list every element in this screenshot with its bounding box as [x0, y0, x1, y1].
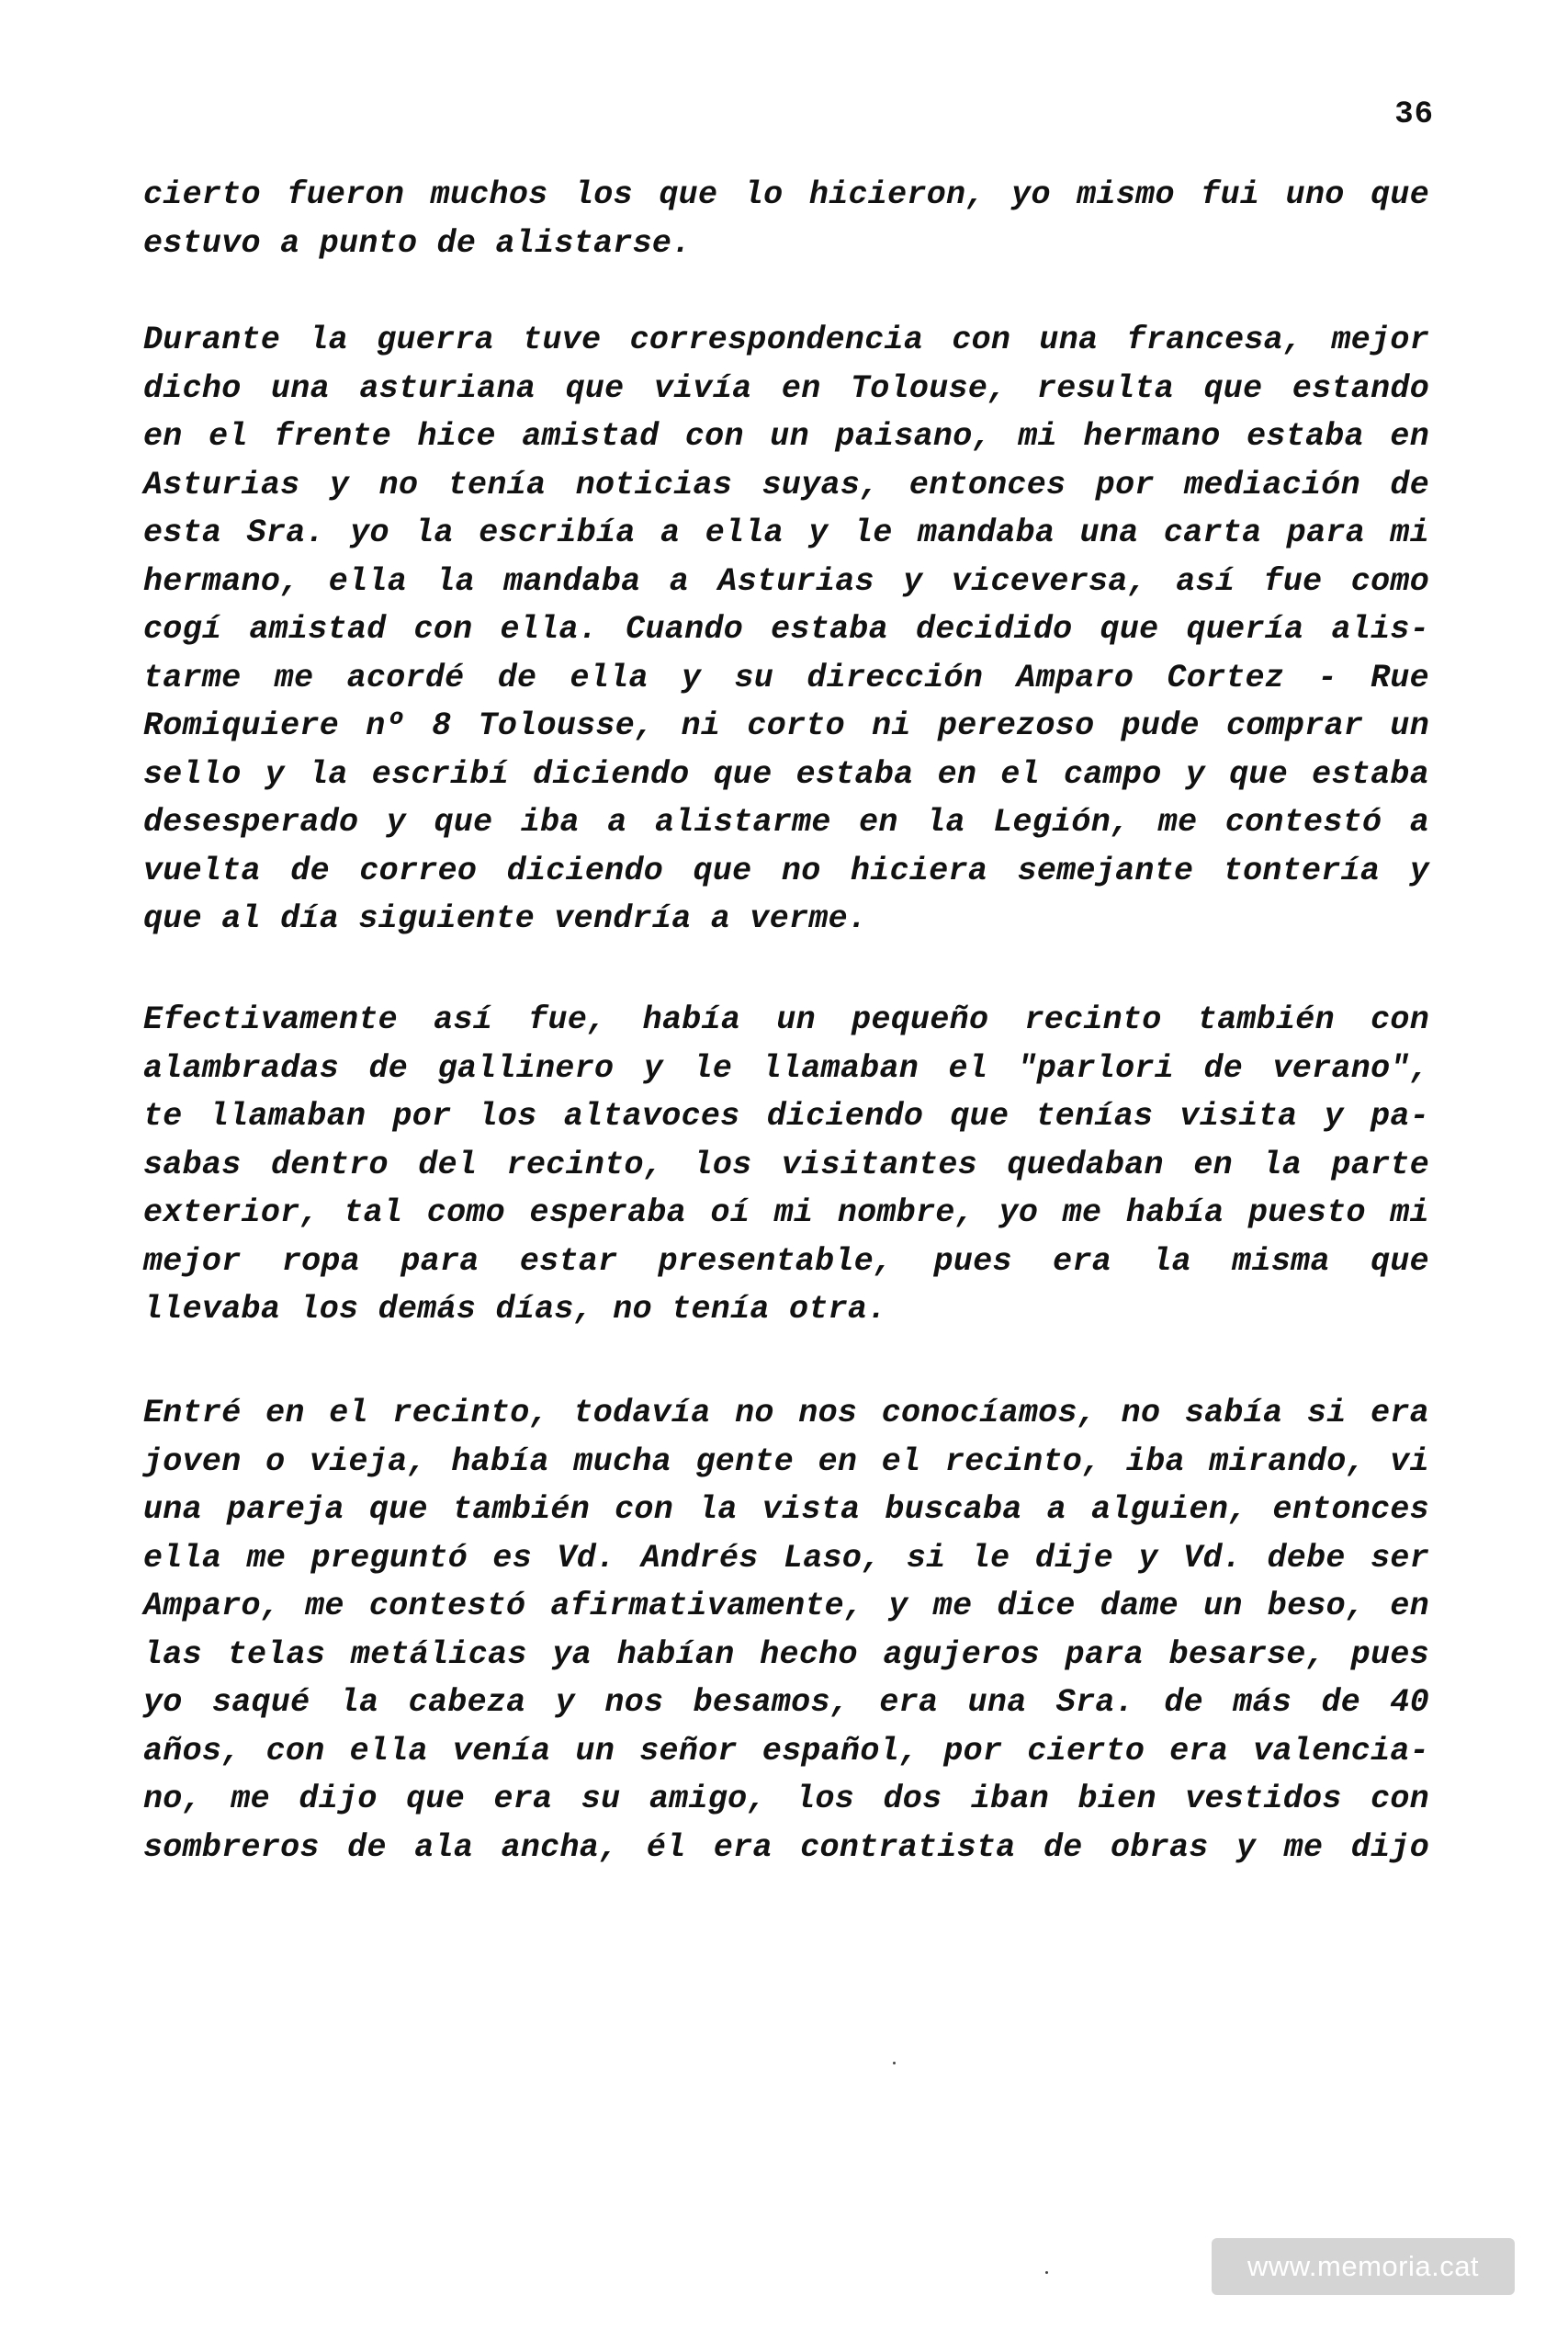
text-line: las telas metálicas ya habían hecho agujeros para besarse, pues	[143, 1635, 1429, 1673]
paragraph-2	[143, 316, 1429, 944]
text-line: Efectivamente así fue, había un pequeño recinto también con	[143, 1001, 1429, 1038]
text-line: te llamaban por los altavoces diciendo que tenías visita y pa-	[143, 1098, 1429, 1135]
text-line: esta Sra. yo la escribía a ella y le mandaba una carta para mi	[143, 514, 1429, 551]
paragraph-3	[143, 996, 1429, 1334]
text-line: Amparo, me contestó afirmativamente, y me dice dame un beso, en	[143, 1588, 1429, 1624]
text-line: sombreros de ala ancha, él era contratista de obras y me dijo	[143, 1828, 1429, 1866]
text-line: que al día siguiente vendría a verme.	[143, 900, 868, 937]
text-line: dicho una asturiana que vivía en Tolouse, resulta que estando	[143, 369, 1429, 407]
text-line: yo saqué la cabeza y nos besamos, era una Sra. de más de 40	[143, 1684, 1429, 1721]
text-line: ella me preguntó es Vd. Andrés Laso, si le dije y Vd. debe ser	[143, 1539, 1429, 1577]
scan-speck	[893, 2062, 896, 2064]
text-line: exterior, tal como esperaba oí mi nombre, yo me había puesto mi	[143, 1194, 1429, 1231]
text-line: sabas dentro del recinto, los visitantes quedaban en la parte	[143, 1146, 1429, 1183]
text-line: mejor ropa para estar presentable, pues era la misma que	[143, 1242, 1429, 1280]
text-line: cierto fueron muchos los que lo hicieron, yo mismo fui uno que	[143, 176, 1429, 213]
text-line: Asturias y no tenía noticias suyas, entonces por mediación de	[143, 466, 1429, 503]
watermark-badge	[1212, 2238, 1515, 2295]
text-line: años, con ella venía un señor español, por cierto era valencia-	[143, 1732, 1429, 1770]
text-line: alambradas de gallinero y le llamaban el "parlori de verano",	[143, 1049, 1429, 1087]
text-line: estuvo a punto de alistarse.	[143, 224, 692, 262]
text-line: Durante la guerra tuve correspondencia con una francesa, mejor	[143, 322, 1429, 358]
text-line: hermano, ella la mandaba a Asturias y viceversa, así fue como	[143, 562, 1429, 600]
watermark-text: www.memoria.cat	[1247, 2250, 1480, 2282]
text-line: sello y la escribí diciendo que estaba en el campo y que estaba	[143, 755, 1429, 793]
page-number: 36	[1394, 97, 1434, 132]
text-line: vuelta de correo diciendo que no hiciera semejante tontería y	[143, 852, 1429, 889]
text-line: llevaba los demás días, no tenía otra.	[143, 1291, 887, 1328]
paragraph-4	[143, 1389, 1429, 1871]
text-line: en el frente hice amistad con un paisano, mi hermano estaba en	[143, 418, 1429, 455]
text-line: Entré en el recinto, todavía no nos conocíamos, no sabía si era	[143, 1395, 1429, 1431]
paragraph-1	[143, 171, 1429, 267]
text-line: Romiquiere nº 8 Tolousse, ni corto ni perezoso pude comprar un	[143, 707, 1429, 744]
text-line: joven o vieja, había mucha gente en el recinto, iba mirando, vi	[143, 1442, 1429, 1480]
text-line: una pareja que también con la vista buscaba a alguien, entonces	[143, 1491, 1429, 1528]
text-line: desesperado y que iba a alistarme en la Legión, me contestó a	[143, 804, 1429, 841]
text-line: no, me dijo que era su amigo, los dos iban bien vestidos con	[143, 1781, 1429, 1817]
text-line: tarme me acordé de ella y su dirección Amparo Cortez - Rue	[143, 659, 1429, 696]
text-line: cogí amistad con ella. Cuando estaba decidido que quería alis-	[143, 611, 1429, 648]
scan-speck	[1045, 2271, 1048, 2274]
